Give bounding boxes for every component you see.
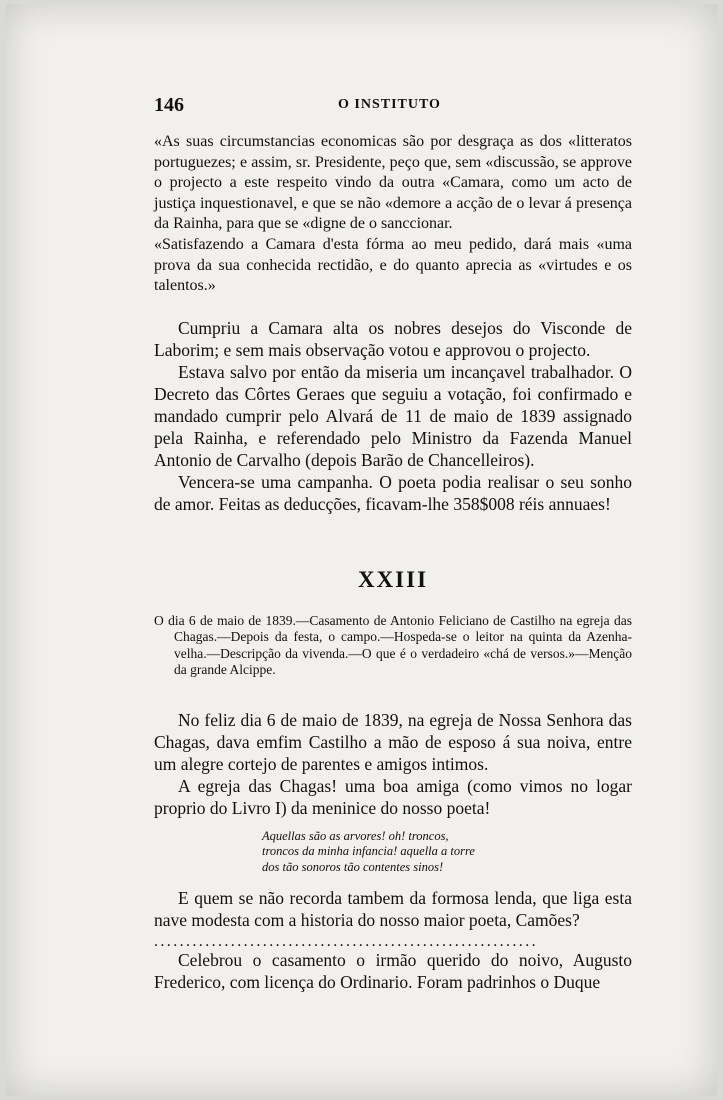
page-header [154, 94, 632, 116]
page-content [154, 132, 632, 993]
body-paragraph: Celebrou o casamento o irmão querido do noivo, Augusto Frederico, com licença do Ordinario. Foram padrinhos o Duque [154, 950, 632, 993]
running-title: O INSTITUTO [338, 97, 441, 112]
body-paragraph: A egreja das Chagas! uma boa amiga (como vimos no logar proprio do Livro I) da meninice do nosso poeta! [154, 775, 632, 818]
body-paragraph: No feliz dia 6 de maio de 1839, na egreja de Nossa Senhora das Chagas, dava emfim Castilho a mão de esposo á sua noiva, entre um alegre cortejo de parentes e amigos intimos. [154, 709, 632, 774]
body-paragraph: E quem se não recorda tambem da formosa lenda, que liga esta nave modesta com a historia do nosso maior poeta, Camões? [154, 888, 632, 931]
quoted-speech-paragraph: «Satisfazendo a Camara d'esta fórma ao meu pedido, dará mais «uma prova da sua conhecida rectidão, e do quanto aprecia as «virtudes e os talentos.» [154, 235, 632, 295]
body-paragraph: Estava salvo por então da miseria um incançavel trabalhador. O Decreto das Côrtes Geraes que seguiu a votação, foi confirmado e mandado cumprir pelo Alvará de 11 de maio de 1839 assignado pela Rainha, e referendado pelo Ministro da Fazenda Manuel Antonio de Carvalho (depois Barão de Chancelleiros). [154, 361, 632, 470]
body-paragraph: Cumpriu a Camara alta os nobres desejos do Visconde de Laborim; e sem mais observação votou e approvou o projecto. [154, 317, 632, 360]
chapter-heading: XXIII [357, 566, 429, 592]
chapter-summary: O dia 6 de maio de 1839.—Casamento de Antonio Feliciano de Castilho na egreja das Chagas.—Depois da festa, o campo.—Hospeda-se o leitor na quinta da Azenha-velha.—Descripção da vivenda.—O que é o verdadeiro «chá de versos.»—Menção da grande Alcippe. [154, 612, 632, 678]
verse-quotation: Aquellas são as arvores! oh! troncos, troncos da minha infancia! aquella a torre dos tão sonoros tão contentes sinos! [262, 828, 475, 874]
ellipsis-divider: ............................................................ [154, 935, 538, 950]
page-number: 146 [154, 94, 184, 116]
book-page [6, 4, 717, 1096]
quoted-speech-paragraph: «As suas circumstancias economicas são por desgraça as dos «litteratos portuguezes; e assim, sr. Presidente, peço que, sem «discussão, se approve o projecto a este respeito vindo da outra «Camara, como um acto de justiça inquestionavel, e que se não «demore a acção de o levar á presença da Rainha, para que se «digne de o sanccionar. [154, 133, 632, 233]
body-paragraph: Vencera-se uma campanha. O poeta podia realisar o seu sonho de amor. Feitas as deducções, ficavam-lhe 358$008 réis annuaes! [154, 471, 632, 514]
